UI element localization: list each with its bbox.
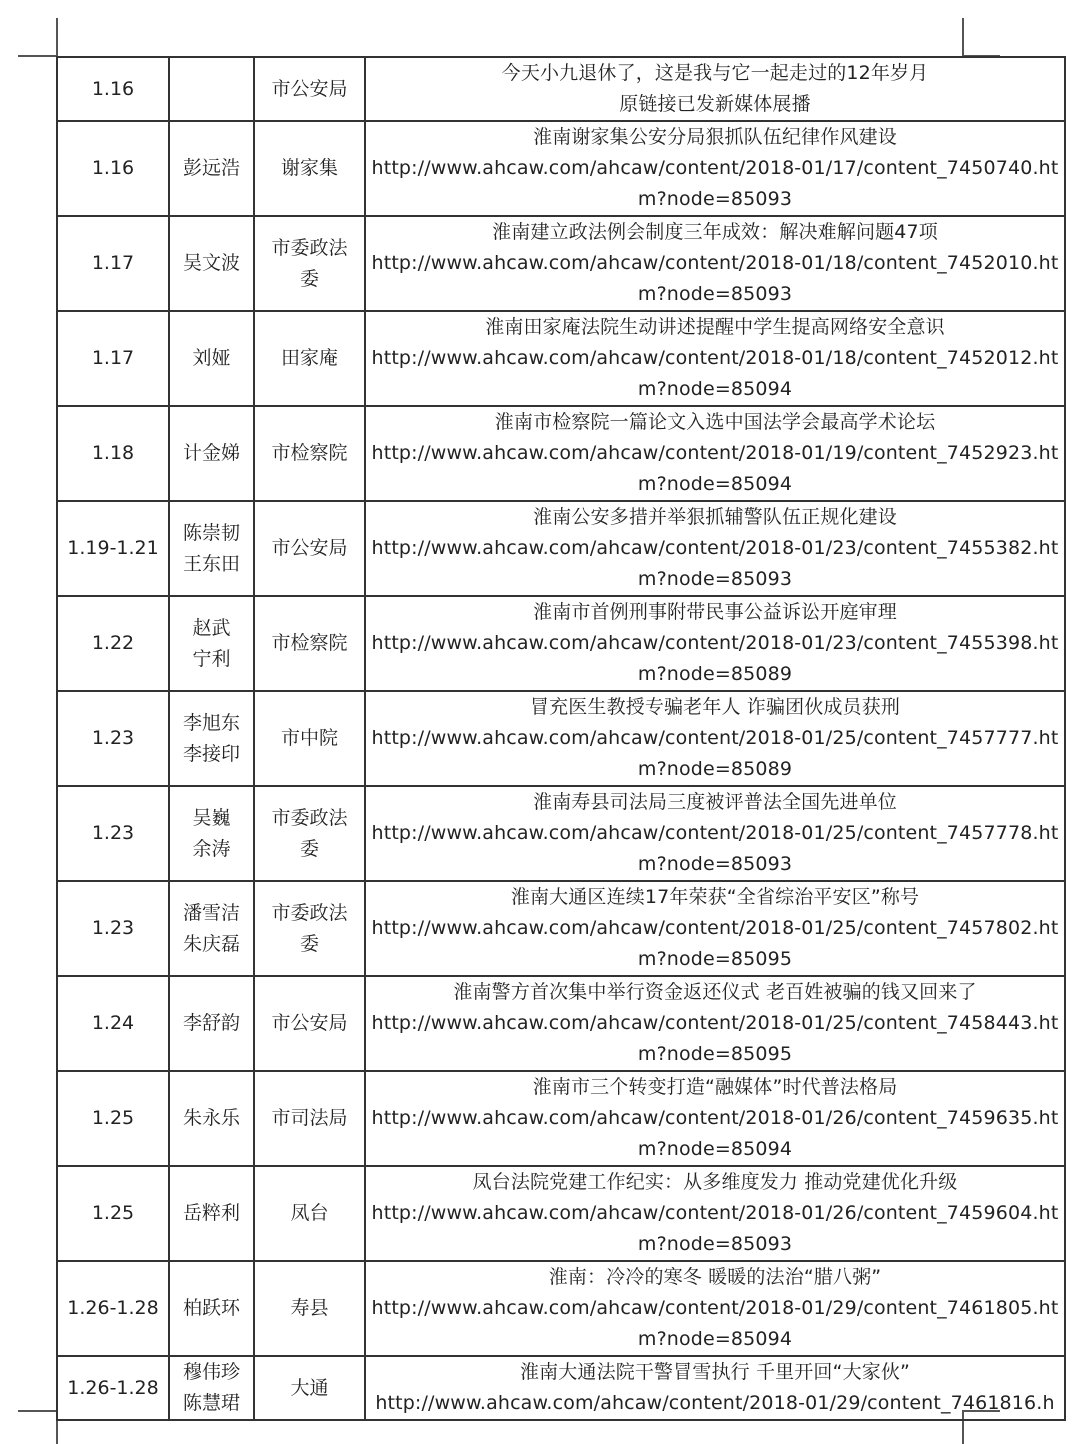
author-cell: [169, 121, 254, 216]
date-cell: 1.22: [57, 596, 169, 691]
crop-mark-top-left-h: [18, 55, 56, 57]
date-cell: 1.17: [57, 216, 169, 311]
article-cell: [365, 596, 1065, 691]
date-cell: 1.18: [57, 406, 169, 501]
date-cell: 1.24: [57, 976, 169, 1071]
unit-cell: 寿县: [254, 1261, 365, 1356]
article-title: 淮南谢家集公安分局狠抓队伍纪律作风建设: [533, 126, 897, 148]
article-link[interactable]: http://www.ahcaw.com/ahcaw/content/2018-01/29/content_7461816.h: [375, 1392, 1055, 1414]
author-cell: [169, 1261, 254, 1356]
table-row: [57, 1071, 1065, 1166]
article-link[interactable]: http://www.ahcaw.com/ahcaw/content/2018-01/25/content_7457777.htm?node=85089: [371, 727, 1059, 780]
author-name: 计金娣: [182, 442, 240, 464]
article-link[interactable]: http://www.ahcaw.com/ahcaw/content/2018-01/18/content_7452012.htm?node=85094: [371, 347, 1059, 400]
author-cell: [169, 216, 254, 311]
author-cell: [169, 501, 254, 596]
author-cell: [169, 1071, 254, 1166]
article-title: 凤台法院党建工作纪实：从多维度发力 推动党建优化升级: [472, 1171, 958, 1193]
article-link[interactable]: http://www.ahcaw.com/ahcaw/content/2018-01/18/content_7452010.htm?node=85093: [371, 252, 1059, 305]
date-cell: 1.23: [57, 691, 169, 786]
author-name: 刘娅: [192, 347, 231, 369]
article-title: 淮南市首例刑事附带民事公益诉讼开庭审理: [533, 601, 897, 623]
article-table-body: [57, 57, 1065, 1420]
article-title: 淮南公安多措并举狠抓辅警队伍正规化建设: [533, 506, 897, 528]
author-name: 王东田: [182, 552, 240, 575]
unit-cell: 大通: [254, 1356, 365, 1420]
table-row: [57, 1166, 1065, 1261]
author-name: 朱庆磊: [182, 932, 240, 955]
table-row: [57, 691, 1065, 786]
article-link[interactable]: http://www.ahcaw.com/ahcaw/content/2018-01/26/content_7459635.htm?node=85094: [371, 1107, 1059, 1160]
article-link[interactable]: http://www.ahcaw.com/ahcaw/content/2018-01/19/content_7452923.htm?node=85094: [371, 442, 1059, 495]
author-name: 李旭东: [182, 711, 240, 734]
article-cell: [365, 1166, 1065, 1261]
article-link[interactable]: http://www.ahcaw.com/ahcaw/content/2018-01/23/content_7455398.htm?node=85089: [371, 632, 1059, 685]
unit-cell: 市司法局: [254, 1071, 365, 1166]
table-row: [57, 216, 1065, 311]
article-title: 淮南警方首次集中举行资金返还仪式 老百姓被骗的钱又回来了: [453, 981, 977, 1003]
article-cell: [365, 406, 1065, 501]
unit-cell: 市检察院: [254, 406, 365, 501]
unit-cell: 田家庵: [254, 311, 365, 406]
table-row: [57, 1356, 1065, 1420]
author-cell: [169, 311, 254, 406]
author-name: 余涛: [192, 837, 231, 860]
author-cell: [169, 786, 254, 881]
article-link[interactable]: http://www.ahcaw.com/ahcaw/content/2018-01/29/content_7461805.htm?node=85094: [371, 1297, 1059, 1350]
author-name: 李舒韵: [182, 1012, 240, 1034]
date-cell: 1.16: [57, 121, 169, 216]
author-name: 岳粹利: [182, 1202, 240, 1224]
article-link[interactable]: http://www.ahcaw.com/ahcaw/content/2018-01/25/content_7457778.htm?node=85093: [371, 822, 1059, 875]
article-cell: [365, 57, 1065, 121]
article-link[interactable]: http://www.ahcaw.com/ahcaw/content/2018-01/26/content_7459604.htm?node=85093: [371, 1202, 1059, 1255]
date-cell: 1.16: [57, 57, 169, 121]
date-cell: 1.25: [57, 1166, 169, 1261]
unit-cell: 市公安局: [254, 501, 365, 596]
article-link[interactable]: http://www.ahcaw.com/ahcaw/content/2018-01/17/content_7450740.htm?node=85093: [371, 157, 1059, 210]
article-note: 原链接已发新媒体展播: [619, 93, 811, 115]
article-title: 淮南：冷冷的寒冬 暖暖的法治“腊八粥”: [548, 1266, 882, 1288]
date-cell: 1.23: [57, 881, 169, 976]
author-name: 吴文波: [182, 252, 240, 274]
author-cell: [169, 1166, 254, 1261]
article-cell: [365, 1356, 1065, 1420]
author-cell: [169, 406, 254, 501]
table-row: [57, 501, 1065, 596]
table-row: [57, 596, 1065, 691]
table-row: [57, 976, 1065, 1071]
table-row: [57, 311, 1065, 406]
unit-cell: 市公安局: [254, 57, 365, 121]
author-name: 穆伟珍: [182, 1361, 240, 1383]
author-name: 宁利: [192, 647, 231, 670]
unit-cell: 谢家集: [254, 121, 365, 216]
article-title: 淮南建立政法例会制度三年成效：解决难解问题47项: [492, 221, 938, 243]
author-name: 彭远浩: [182, 157, 240, 179]
author-name: 陈慧珺: [182, 1392, 240, 1414]
crop-mark-top-right-v: [962, 18, 964, 56]
table-row: [57, 57, 1065, 121]
author-name: 陈崇韧: [182, 521, 240, 544]
article-title: 淮南大通区连续17年荣获“全省综治平安区”称号: [510, 886, 920, 908]
author-cell: [169, 57, 254, 121]
article-cell: [365, 311, 1065, 406]
author-cell: [169, 691, 254, 786]
article-title: 淮南市检察院一篇论文入选中国法学会最高学术论坛: [494, 411, 936, 433]
table-row: [57, 881, 1065, 976]
date-cell: 1.26-1.28: [57, 1261, 169, 1356]
article-cell: [365, 1261, 1065, 1356]
date-cell: 1.17: [57, 311, 169, 406]
article-cell: [365, 881, 1065, 976]
article-cell: [365, 1071, 1065, 1166]
unit-cell: 市委政法委: [254, 216, 365, 311]
article-cell: [365, 121, 1065, 216]
author-cell: [169, 976, 254, 1071]
table-row: [57, 406, 1065, 501]
article-title: 今天小九退休了，这是我与它一起走过的12年岁月: [501, 62, 929, 84]
article-table: [56, 56, 1066, 1421]
crop-mark-top-left-v: [56, 18, 58, 56]
article-link[interactable]: http://www.ahcaw.com/ahcaw/content/2018-01/23/content_7455382.htm?node=85093: [371, 537, 1059, 590]
article-cell: [365, 976, 1065, 1071]
date-cell: 1.23: [57, 786, 169, 881]
article-title: 淮南大通法院干警冒雪执行 千里开回“大家伙”: [519, 1361, 911, 1383]
unit-cell: 凤台: [254, 1166, 365, 1261]
article-cell: [365, 501, 1065, 596]
author-cell: [169, 1356, 254, 1420]
table-row: [57, 1261, 1065, 1356]
article-title: 淮南寿县司法局三度被评普法全国先进单位: [533, 791, 897, 813]
author-name: 朱永乐: [182, 1107, 240, 1129]
unit-cell: 市委政法委: [254, 881, 365, 976]
author-name: 柏跃环: [182, 1297, 240, 1319]
author-cell: [169, 596, 254, 691]
author-name: 潘雪洁: [182, 901, 240, 924]
author-cell: [169, 881, 254, 976]
article-title: 淮南田家庵法院生动讲述提醒中学生提高网络安全意识: [485, 316, 945, 338]
article-cell: [365, 691, 1065, 786]
unit-cell: 市中院: [254, 691, 365, 786]
table-row: [57, 121, 1065, 216]
unit-cell: 市检察院: [254, 596, 365, 691]
unit-cell: 市委政法委: [254, 786, 365, 881]
crop-mark-bottom-left-h: [18, 1410, 56, 1412]
article-cell: [365, 786, 1065, 881]
date-cell: 1.26-1.28: [57, 1356, 169, 1420]
article-title: 冒充医生教授专骗老年人 诈骗团伙成员获刑: [529, 696, 901, 718]
article-link[interactable]: http://www.ahcaw.com/ahcaw/content/2018-01/25/content_7458443.htm?node=85095: [371, 1012, 1059, 1065]
date-cell: 1.25: [57, 1071, 169, 1166]
table-row: [57, 786, 1065, 881]
article-cell: [365, 216, 1065, 311]
article-title: 淮南市三个转变打造“融媒体”时代普法格局: [532, 1076, 898, 1098]
date-cell: 1.19-1.21: [57, 501, 169, 596]
unit-cell: 市公安局: [254, 976, 365, 1071]
author-name: 吴巍: [192, 806, 231, 829]
article-link[interactable]: http://www.ahcaw.com/ahcaw/content/2018-01/25/content_7457802.htm?node=85095: [371, 917, 1059, 970]
author-name: 赵武: [192, 616, 231, 639]
author-name: 李接印: [182, 742, 240, 765]
